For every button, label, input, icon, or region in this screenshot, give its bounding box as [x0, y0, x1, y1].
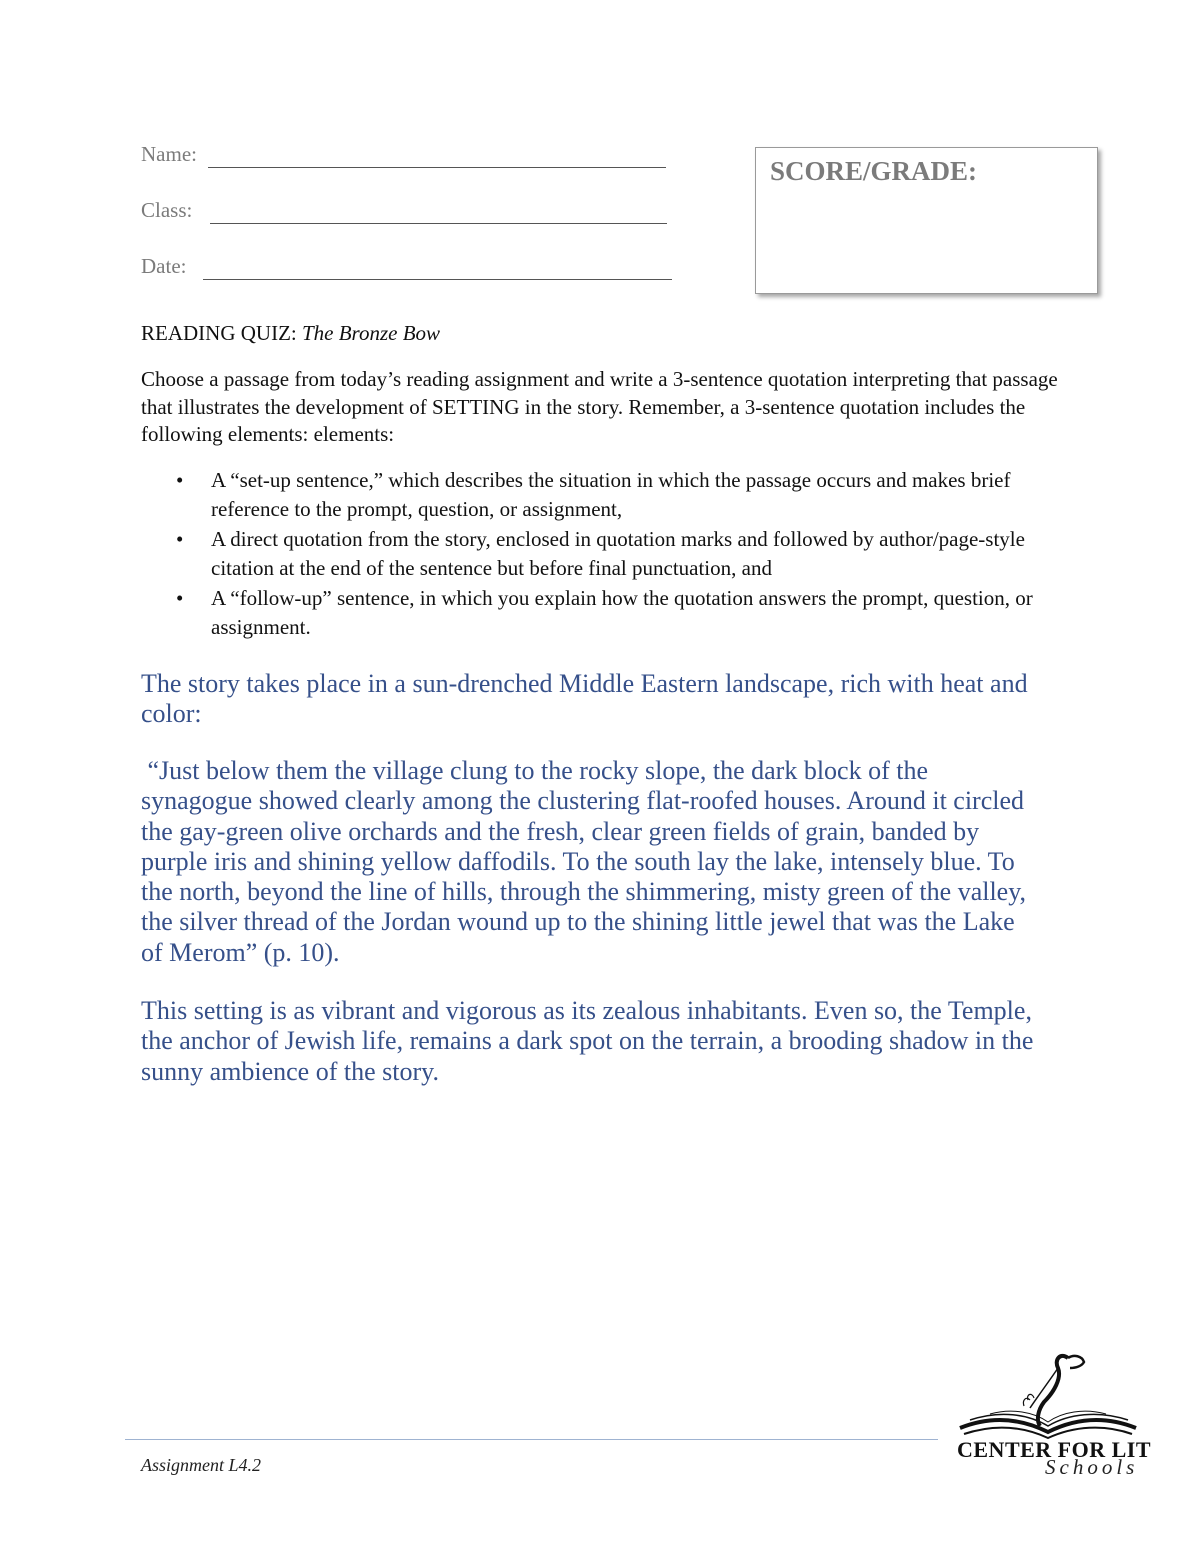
- answer-quotation: “Just below them the village clung to the rocky slope, the dark block of the synagogue showed clearly among the clustering flat-roofed houses. Around it circled the gay-green olive orchards and the fresh, clear green fields of grain, banded by purple iris and shining yellow daffodils. To the south lay the lake, intensely blue. To the north, beyond the line of hills, through the shimmering, misty green of the valley, the silver thread of the Jordan wound up to the shining little jewel that was the Lake of Merom” (p. 10).: [141, 756, 1033, 967]
- quiz-title-prefix: READING QUIZ:: [141, 321, 302, 345]
- score-grade-label: SCORE/GRADE:: [770, 156, 978, 186]
- name-label: Name:: [141, 142, 197, 166]
- date-blank-line: [203, 279, 672, 280]
- list-item: [141, 466, 1071, 523]
- quiz-title: [141, 321, 440, 346]
- name-field[interactable]: [141, 142, 671, 172]
- class-label: Class:: [141, 198, 193, 222]
- logo-script-text: Schools: [1045, 1455, 1139, 1479]
- bullet-icon: •: [176, 468, 184, 492]
- score-grade-box: [755, 147, 1098, 294]
- answer-setup-sentence: The story takes place in a sun-drenched Middle Eastern landscape, rich with heat and color:: [141, 669, 1028, 729]
- list-item-text: A “follow-up” sentence, in which you explain how the quotation answers the prompt, question, or assignment.: [211, 586, 1033, 639]
- assignment-number: Assignment L4.2: [141, 1455, 262, 1475]
- class-blank-line: [210, 223, 667, 224]
- bullet-icon: •: [176, 586, 184, 610]
- footer-divider: [125, 1439, 938, 1440]
- answer-followup-sentence: This setting is as vibrant and vigorous as its zealous inhabitants. Even so, the Temple, the anchor of Jewish life, remains a dark spot on the terrain, a brooding shadow in the sunny ambience of the story.: [141, 996, 1034, 1086]
- list-item: [141, 525, 1071, 582]
- instructions-list: [141, 466, 1071, 643]
- instructions-intro: Choose a passage from today’s reading assignment and write a 3-sentence quotation interpreting that passage that illustrates the development of SETTING in the story. Remember, a 3-sentence quotation includes the following elements: elements:: [141, 367, 1058, 446]
- class-field[interactable]: [141, 198, 671, 228]
- date-label: Date:: [141, 254, 187, 278]
- book-title: The Bronze Bow: [301, 321, 441, 345]
- list-item-text: A “set-up sentence,” which describes the situation in which the passage occurs and makes brief reference to the prompt, question, or assignment,: [211, 468, 1011, 521]
- name-blank-line: [208, 167, 666, 168]
- bullet-icon: •: [176, 527, 184, 551]
- list-item-text: A direct quotation from the story, enclosed in quotation marks and followed by author/page-style citation at the end of the sentence but before final punctuation, and: [211, 527, 1025, 580]
- date-field[interactable]: [141, 254, 676, 284]
- logo-wordmark: CENTER FOR LIT: [957, 1437, 1152, 1462]
- list-item: [141, 584, 1071, 641]
